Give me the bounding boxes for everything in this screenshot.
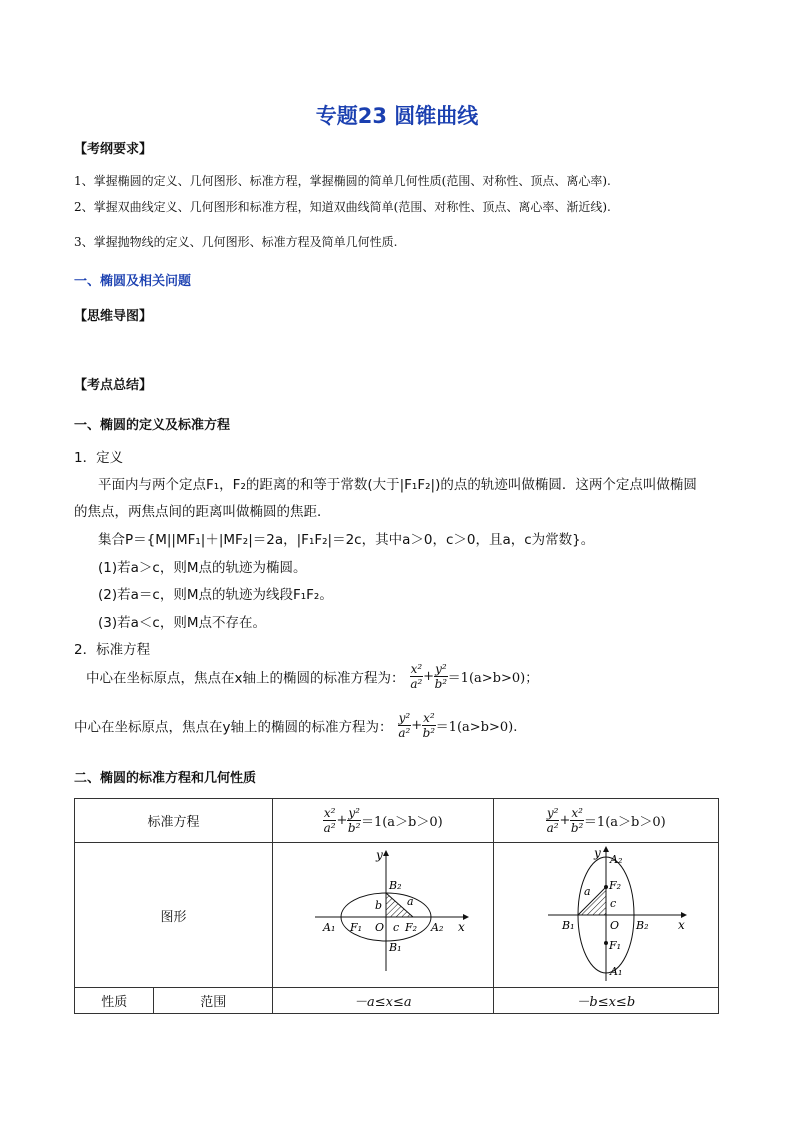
row-label-figure: 图形 — [75, 843, 273, 988]
svg-text:x: x — [677, 918, 685, 932]
svg-text:A₂: A₂ — [430, 921, 444, 934]
mindmap-heading: 【思维导图】 — [74, 309, 153, 324]
row-label-range: 范围 — [154, 988, 273, 1014]
svg-text:B₂: B₂ — [635, 919, 649, 932]
equation-x-tail: ＝1(a>b>0)； — [447, 671, 539, 686]
cell-figure-vertical-ellipse — [493, 843, 718, 988]
vertical-ellipse-figure — [506, 843, 706, 983]
svg-text:a: a — [583, 885, 591, 898]
horizontal-ellipse-figure — [283, 843, 483, 983]
ellipse-properties-table — [74, 798, 719, 1014]
svg-text:F₂: F₂ — [404, 921, 417, 934]
row-label-standard-equation: 标准方程 — [75, 799, 273, 843]
page-title: 专题23 圆锥曲线 — [315, 104, 479, 128]
standard-equation-x-line: 中心在坐标原点，焦点在x轴上的椭圆的标准方程为： $\frac{\text{x²}}{\text{a²}}$ + $\frac{\text{y²}}{\text{b²}}$ ＝1(a>b>0)； — [86, 662, 539, 691]
cell-figure-horizontal-ellipse — [273, 843, 494, 988]
svg-text:y: y — [593, 846, 601, 860]
svg-text:F₁: F₁ — [349, 921, 362, 934]
equation-y-tail: ＝1(a>b>0). — [435, 720, 518, 735]
svg-text:B₁: B₁ — [561, 919, 575, 932]
cell-equation-y-major: $\frac{\text{y²}}{\text{a²}}$ + $\frac{\text{x²}}{\text{b²}}$ ＝1(a＞b＞0) — [493, 799, 718, 843]
equation-x-prefix: 中心在坐标原点，焦点在x轴上的椭圆的标准方程为： — [86, 670, 405, 687]
svg-text:F₁: F₁ — [608, 939, 621, 952]
standard-equation-heading: 2．标准方程 — [74, 642, 151, 658]
equation-y-prefix: 中心在坐标原点，焦点在y轴上的椭圆的标准方程为： — [74, 719, 393, 736]
svg-text:B₂: B₂ — [388, 879, 402, 892]
svg-text:O: O — [609, 919, 619, 932]
svg-text:A₁: A₁ — [322, 921, 336, 934]
svg-text:O: O — [374, 921, 384, 934]
standard-equation-y-line: 中心在坐标原点，焦点在y轴上的椭圆的标准方程为： $\frac{\text{y²}}{\text{a²}}$ + $\frac{\text{x²}}{\text{b²}}$ ＝1(a>b>0). — [74, 711, 518, 740]
svg-text:c: c — [609, 897, 616, 910]
cell-equation-x-major: $\frac{\text{x²}}{\text{a²}}$ + $\frac{\text{y²}}{\text{b²}}$ ＝1(a＞b＞0) — [273, 799, 494, 843]
svg-text:B₁: B₁ — [388, 941, 402, 954]
definition-case-2: (2)若a＝c，则M点的轨迹为线段F₁F₂。 — [98, 587, 333, 603]
range-x-major: －a≤x≤a — [273, 988, 494, 1014]
definition-set: 集合P＝{M||MF₁|＋|MF₂|＝2a，|F₁F₂|＝2c，其中a＞0，c＞0，且a，c为常数}。 — [98, 532, 595, 548]
fraction-x2-a2: $\frac{\text{x²}}{\text{a²}}$ — [410, 662, 423, 691]
definition-section-heading: 一、椭圆的定义及标准方程 — [74, 418, 231, 433]
svg-text:b: b — [374, 899, 382, 912]
range-y-major: －b≤x≤b — [493, 988, 718, 1014]
section-ellipse-heading: 一、椭圆及相关问题 — [74, 274, 192, 289]
label-y: y — [375, 848, 383, 862]
properties-section-heading: 二、椭圆的标准方程和几何性质 — [74, 771, 257, 786]
definition-case-1: (1)若a＞c，则M点的轨迹为椭圆。 — [98, 560, 307, 576]
definition-case-3: (3)若a＜c，则M点不存在。 — [98, 615, 266, 631]
kaogang-item-1: 1、掌握椭圆的定义、几何图形、标准方程，掌握椭圆的简单几何性质(范围、对称性、顶点、离心率). — [74, 174, 611, 188]
kaogang-item-3: 3、掌握抛物线的定义、几何图形、标准方程及简单几何性质. — [74, 235, 398, 249]
row-label-properties: 性质 — [75, 988, 154, 1014]
fraction-x2-b2: $\frac{\text{x²}}{\text{b²}}$ — [422, 711, 436, 740]
definition-paragraph-2: 的焦点，两焦点间的距离叫做椭圆的焦距． — [74, 504, 331, 520]
svg-text:a: a — [406, 895, 414, 908]
fraction-y2-b2: $\frac{\text{y²}}{\text{b²}}$ — [434, 662, 448, 691]
svg-text:c: c — [392, 921, 399, 934]
svg-text:A₁: A₁ — [609, 965, 623, 978]
fraction-y2-a2: $\frac{\text{y²}}{\text{a²}}$ — [398, 711, 411, 740]
definition-paragraph-1: 平面内与两个定点F₁，F₂的距离的和等于常数(大于|F₁F₂|)的点的轨迹叫做椭圆．这两个定点叫做椭圆 — [98, 477, 697, 493]
kaogang-heading: 【考纲要求】 — [74, 142, 153, 157]
kaogang-item-2: 2、掌握双曲线定义、几何图形和标准方程，知道双曲线简单(范围、对称性、顶点、离心率、渐近线). — [74, 200, 611, 214]
definition-heading: 1．定义 — [74, 450, 124, 466]
label-x: x — [457, 920, 465, 934]
svg-text:A₂: A₂ — [609, 853, 623, 866]
svg-text:F₂: F₂ — [608, 879, 621, 892]
summary-heading: 【考点总结】 — [74, 378, 153, 393]
